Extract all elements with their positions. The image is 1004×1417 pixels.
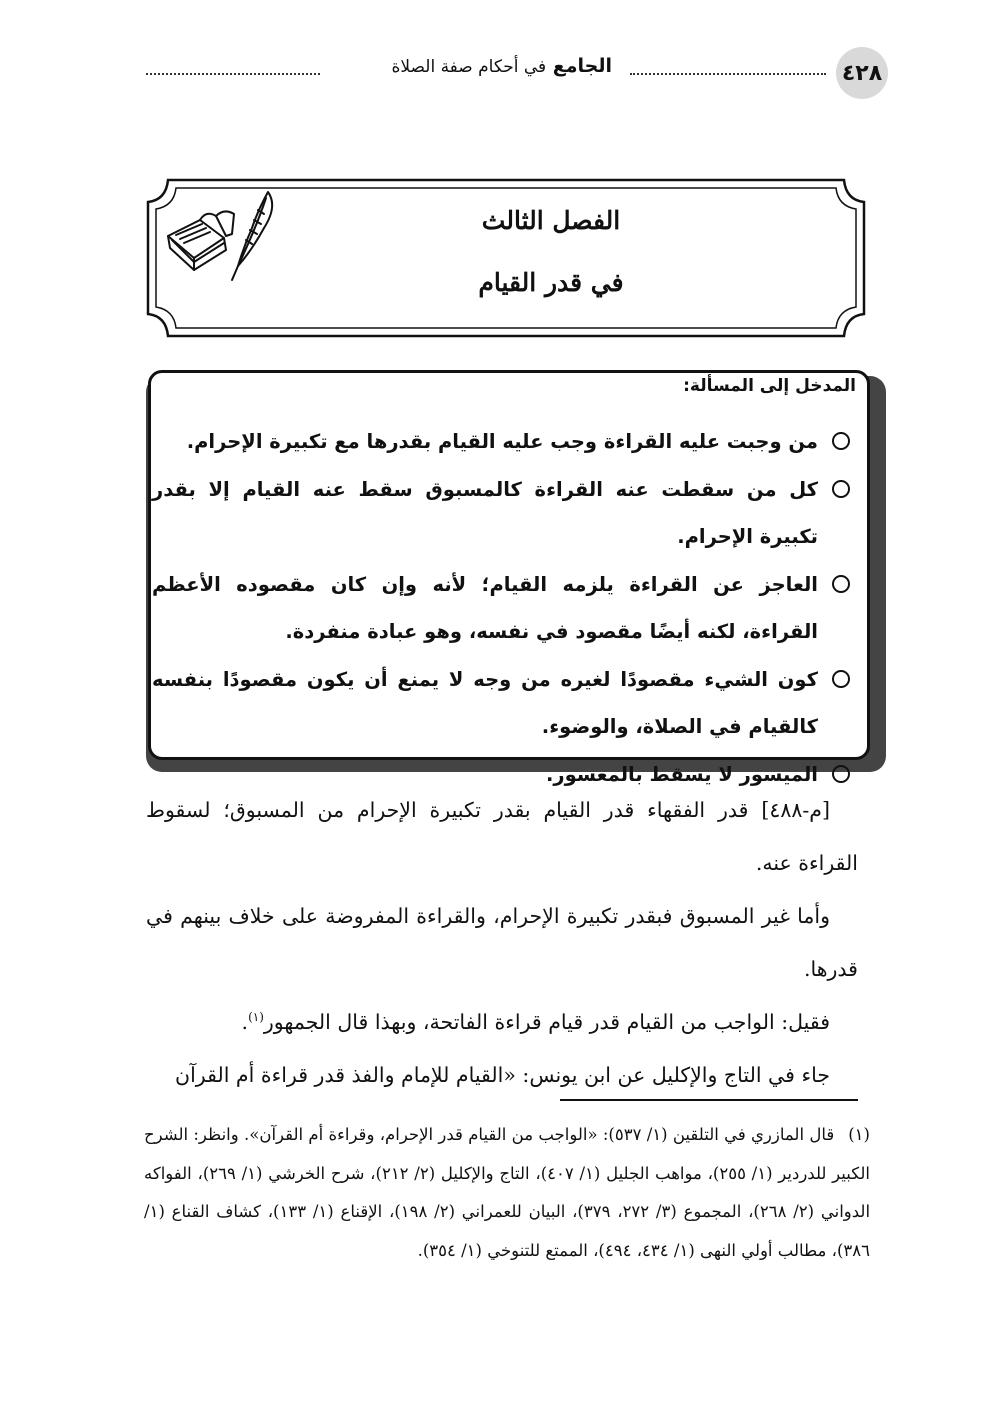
chapter-subtitle: في قدر القيام (478, 268, 624, 297)
header-dotted-rule-left (146, 73, 320, 75)
circle-bullet-icon (832, 765, 850, 783)
book-title-main: الجامع (552, 55, 612, 77)
body-paragraph-end: . (241, 1010, 249, 1034)
footnotes (144, 1116, 870, 1270)
list-item-text: العاجز عن القراءة يلزمه القيام؛ لأنه وإن كان مقصوده الأعظم القراءة، لكنه أيضًا مقصود في نفسه، وهو عبادة منفردة. (152, 572, 818, 643)
list-item (152, 656, 852, 751)
body-paragraph: وأما غير المسبوق فبقدر تكبيرة الإحرام، والقراءة المفروضة على خلاف بينهم في قدرها. (146, 904, 858, 981)
list-item-text: كون الشيء مقصودًا لغيره من وجه لا يمنع أن يكون مقصودًا بنفسه كالقيام في الصلاة، والوضوء. (152, 667, 818, 738)
footnote-separator (560, 1099, 858, 1101)
page-number-badge (836, 47, 888, 99)
footnote-number: (١) (848, 1125, 870, 1144)
book-title-sub: في أحكام صفة الصلاة (391, 57, 547, 77)
body-paragraph: جاء في التاج والإكليل عن ابن يونس: «القيام للإمام والفذ قدر قراءة أم القرآن (175, 1063, 830, 1087)
body-paragraph: [م-٤٨٨] قدر الفقهاء قدر القيام بقدر تكبيرة الإحرام من المسبوق؛ لسقوط القراءة عنه. (146, 798, 858, 875)
intro-list (152, 418, 852, 798)
chapter-title: الفصل الثالث (481, 206, 621, 235)
list-item (152, 561, 852, 656)
circle-bullet-icon (832, 480, 850, 498)
list-item-text: الميسور لا يسقط بالمعسور. (545, 762, 818, 786)
page-number: ٤٢٨ (841, 60, 883, 86)
circle-bullet-icon (832, 575, 850, 593)
body-paragraph (146, 996, 858, 1049)
header-dotted-rule-right (630, 73, 826, 75)
list-item-text: كل من سقطت عنه القراءة كالمسبوق سقط عنه القيام إلا بقدر تكبيرة الإحرام. (152, 477, 818, 548)
circle-bullet-icon (832, 432, 850, 450)
running-header-title (391, 55, 612, 77)
footnote-reference[interactable]: (١) (248, 1010, 264, 1025)
body-text (146, 784, 858, 1102)
intro-heading: المدخل إلى المسألة: (683, 376, 856, 396)
footnote-text: قال المازري في التلقين (١/ ٥٣٧): «الواجب من القيام قدر الإحرام، وقراءة أم القرآن». وانظر: الشرح الكبير للدردير (١/ ٢٥٥)، مواهب الجليل (١/ ٤٠٧)، التاج والإكليل (٢/ ٢١٢)، شرح الخرشي (١/ ٢٦٩)، الفواكه الدواني (٢/ ٢٦٨)، المجموع (٣/ ٢٧٢، ٣٧٩)، البيان للعمراني (٢/ ١٩٨)، الإقناع (١/ ١٣٣)، كشاف القناع (١/ ٣٨٦)، مطالب أولي النهى (١/ ٤٣٤، ٤٩٤)، الممتع للتنوخي (١/ ٣٥٤). (144, 1125, 871, 1260)
list-item-text: من وجبت عليه القراءة وجب عليه القيام بقدرها مع تكبيرة الإحرام. (186, 430, 818, 453)
circle-bullet-icon (832, 670, 850, 688)
body-paragraph-text: فقيل: الواجب من القيام قدر قيام قراءة الفاتحة، وبهذا قال الجمهور (263, 1010, 830, 1034)
list-item (152, 418, 852, 466)
list-item (152, 466, 852, 561)
